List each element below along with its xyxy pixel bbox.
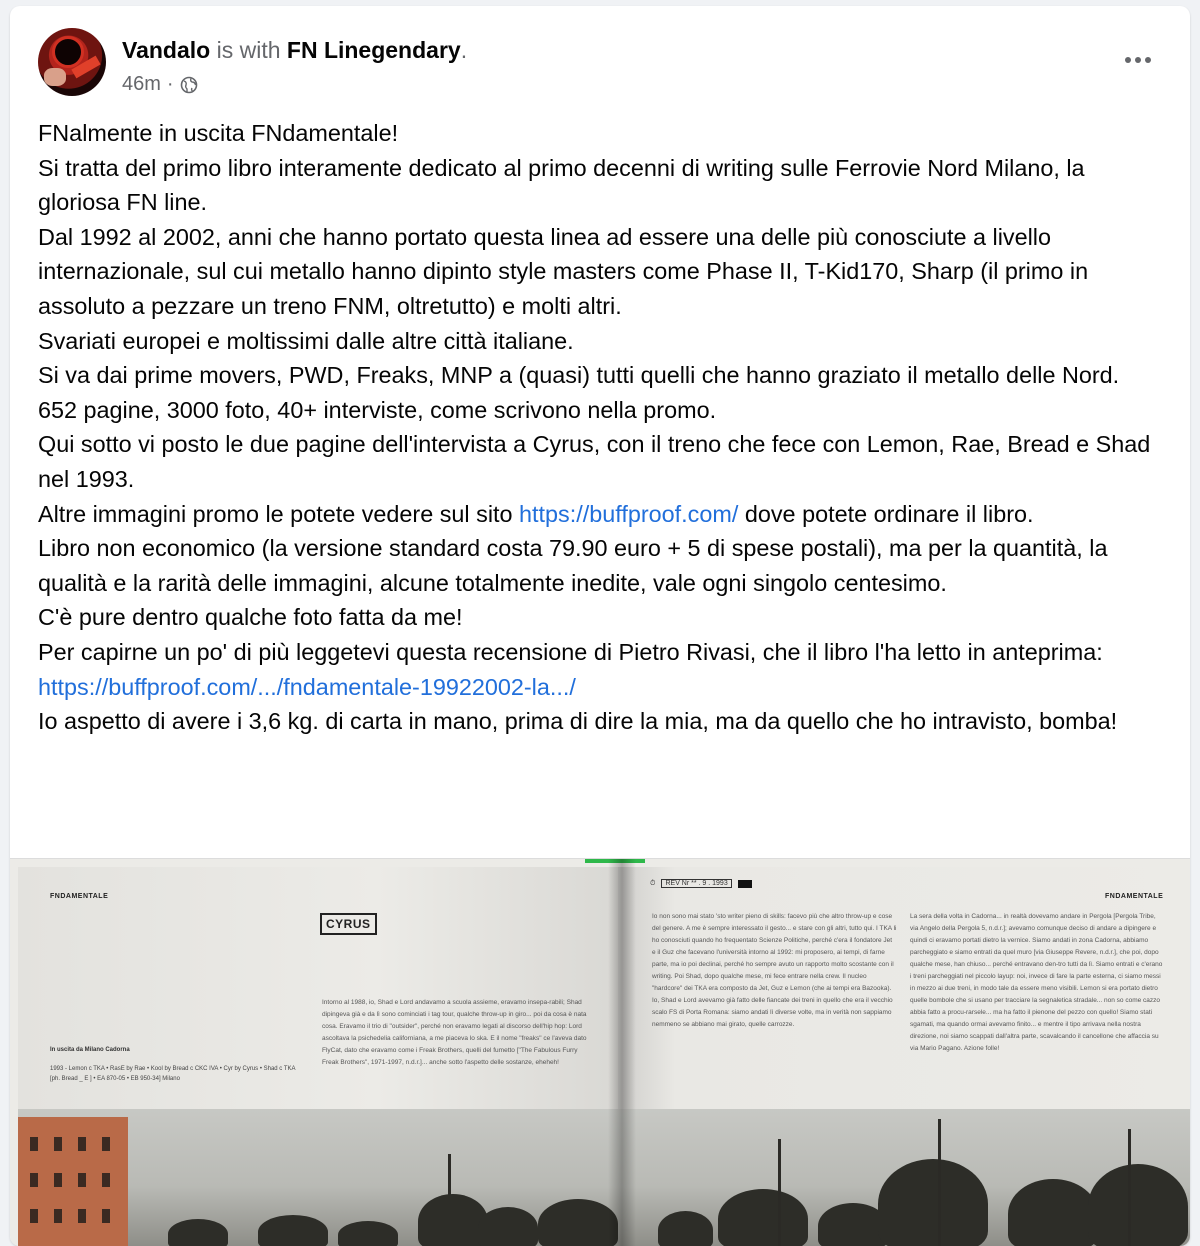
train-yard-photo bbox=[18, 1109, 1190, 1246]
interview-column-middle: Io non sono mai stato 'sto writer pieno di skills: facevo più che altro throw-up e cose del genere. A me è sempre interessato il gesto... e stare con gli altri, tutto qui. I TKA li ho conosciuti quando ho frequentato Scienze Politiche, perché c'era il fondatore Jet e il Guz che facevano l'università intorno al 1992: mi proposero, ai tempi, di farne parte, ma io poi declinai, perché ho sempre avuto un rapporto molto scostante con il writing. Poi Shad, dopo qualche mese, mi fece entrare nella crew. Il nucleo "hardcore" dei TKA era composto da Jet, Guz e Lemon (che ai tempi era Bazooka). Io, Shad e Lord avevamo già fatto delle fiancate dei treni in quello che era il vecchio scalo FS di Porta Romana: siamo andati lì diverse volte, ma in verità non sappiamo nemmeno se abbiano mai girato, quelle carrozze. bbox=[652, 913, 897, 1028]
post-line: 652 pagine, 3000 foto, 40+ interviste, come scrivono nella promo. bbox=[38, 396, 717, 423]
author-name[interactable]: Vandalo bbox=[122, 37, 211, 63]
post-line: C'è pure dentro qualche foto fatta da me! bbox=[38, 604, 463, 631]
interview-column-left: Intorno al 1988, io, Shad e Lord andavamo a scuola assieme, eravamo insepa-rabili; Shad dipingeva già e da lì sono cominciati i tag tour, qualche throw-up in giro... poi da cosa è nata cosa. Eravamo il trio di "outsider", perché non eravamo legati al discorso dell'hip hop: Lord ascoltava la psichedelia californiana, a me piaceva lo ska. E il nome "freaks" ce l'aveva dato FlyCat, dato che eravamo come i Freak Brothers, quelli del fumetto ["The Fabulous Furry Freak Brothers", 1971-1997, n.d.r.]... anche sotto l'aspetto delle sostanze, eheheh! bbox=[322, 999, 587, 1066]
interview-column-right: La sera della volta in Cadorna... in realtà dovevamo andare in Pergola [Pergola Tribe, via Angelo della Pergola 5, n.d.r.]; avevamo comunque deciso di andare a dipingere e quindi ci eravamo portati dietro la vernice. Siamo andati in zona Cadorna, abbiamo parcheggiato e siamo entrati da quel muro [via Giuseppe Revere, n.d.r.], che poi, dopo qualche mese, han chiuso... perché entravano den-tro tutti da lì. Siamo entrati e c'erano i treni parcheggiati nel piccolo layup: noi, invece di fare la parte esterna, ci siamo messi in mezzo ai due treni, in modo tale da essere meno visibili. Lemon si era portato dietro quelle bombole che si usano per tracciare la segnaletica stradale... non so come cazzo abbia fatto a procu-rarsele... ma ha fatto il pienone del pezzo con quello! Siamo stati sgamati, ma quando ormai avevamo finito... e mentre il tipo arrivava nella nostra direzione, noi siamo scappati dall'altra parte, scavalcando il cancellone che affaccia su via Mario Pagano. Azione folle! bbox=[910, 913, 1163, 1052]
buffproof-link[interactable]: https://buffproof.com/ bbox=[519, 500, 739, 527]
post-text bbox=[38, 116, 1168, 739]
author-avatar[interactable] bbox=[38, 28, 106, 96]
photo-caption-title: In uscita da Milano Cadorna bbox=[50, 1047, 130, 1053]
post-time[interactable]: 46m bbox=[122, 73, 161, 95]
globe-icon[interactable] bbox=[180, 76, 198, 94]
building bbox=[18, 1117, 128, 1246]
post-line-with-link bbox=[38, 497, 1168, 532]
post-line: FNalmente in uscita FNdamentale! bbox=[38, 120, 399, 146]
stopwatch-icon: ⏱ bbox=[650, 879, 656, 887]
more-options-icon[interactable] bbox=[1118, 50, 1158, 70]
post-line: Si tratta del primo libro interamente dedicato al primo decenni di writing sulle Ferrovie Nord Milano, la gloriosa FN line. bbox=[38, 154, 1085, 216]
tagged-suffix: . bbox=[460, 37, 468, 63]
post-photo[interactable] bbox=[10, 858, 1190, 1246]
meta-separator: · bbox=[166, 73, 174, 95]
interview-title: CYRUS bbox=[320, 913, 377, 935]
post-line: Libro non economico (la versione standard costa 79.90 euro + 5 di spese postali), ma per la quantità, la qualità e la rarità delle immagini, alcune totalmente inedite, vale ogni singolo centesimo. bbox=[38, 535, 1108, 596]
post-line: Dal 1992 al 2002, anni che hanno portato questa linea ad essere una delle più conosciute a livello internazionale, sul cui metallo hanno dipinto style masters come Phase II, T-Kid170, Sharp (il primo in assoluto a pezzare un treno FNM, oltretutto) e molti altri. bbox=[38, 223, 1089, 319]
left-page-header: FNDAMENTALE bbox=[50, 893, 109, 900]
tagged-page-name[interactable]: FN Linegendary bbox=[286, 37, 461, 63]
post-line-with-link bbox=[38, 635, 1168, 704]
post-header bbox=[38, 28, 1158, 98]
link1-after: dove potete ordinare il libro. bbox=[738, 500, 1034, 527]
link2-before: Per capirne un po' di più leggetevi questa recensione di Pietro Rivasi, che il libro l'ha letto in anteprima: bbox=[38, 638, 1103, 665]
post-line: Si va dai prime movers, PWD, Freaks, MNP a (quasi) tutti quelli che hanno graziato il metallo delle Nord. bbox=[38, 362, 1120, 389]
author-line bbox=[122, 37, 467, 64]
rev-stamp-text: REV Nr ** . 9 . 1993 bbox=[661, 879, 731, 888]
with-text: is with bbox=[216, 37, 281, 63]
post-meta bbox=[122, 73, 198, 96]
right-page-header: FNDAMENTALE bbox=[1105, 893, 1164, 900]
review-link[interactable]: https://buffproof.com/.../fndamentale-19922002-la.../ bbox=[38, 673, 576, 700]
post-line: Io aspetto di avere i 3,6 kg. di carta in mano, prima di dire la mia, ma da quello che ho intravisto, bomba! bbox=[38, 708, 1118, 735]
photo-caption-body: 1993 - Lemon c TKA • RasE by Rae • Kool by Bread c CKC IVA • Cyr by Cyrus • Shad c TKA [ph. Bread _ E ] • EA 870-05 • EB 950-34] Milano bbox=[50, 1066, 296, 1082]
link1-before: Altre immagini promo le potete vedere sul sito bbox=[38, 500, 520, 527]
post-line: Svariati europei e moltissimi dalle altre città italiane. bbox=[38, 327, 574, 354]
post-card bbox=[10, 6, 1190, 1246]
book-gutter bbox=[608, 859, 636, 1246]
rev-stamp bbox=[650, 879, 752, 888]
post-line: Qui sotto vi posto le due pagine dell'intervista a Cyrus, con il treno che fece con Lemon, Rae, Bread e Shad nel 1993. bbox=[38, 431, 1151, 492]
